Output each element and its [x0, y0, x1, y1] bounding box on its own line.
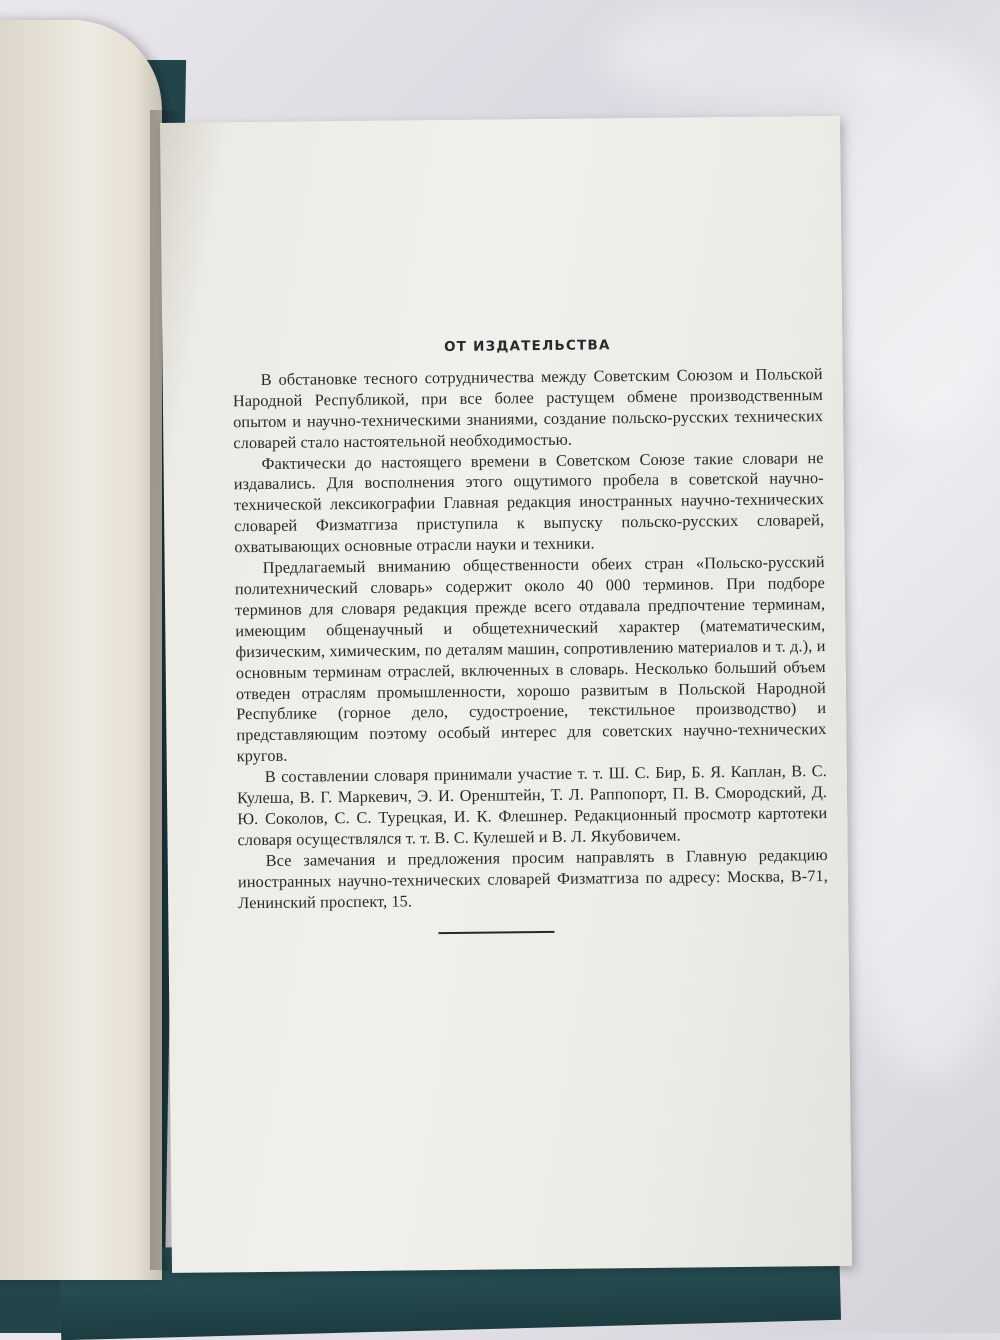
paragraph: Все замечания и предложения просим направлять в Главную редакцию иностранных научно-технических словарей Физматгиза по адресу: Москва, В-71, Ленинский проспект, 15. — [237, 844, 829, 912]
left-page-mark — [0, 986, 4, 1008]
paragraph: Фактически до настоящего времени в Советском Союзе такие словари не издавались. Для восполнения этого ощутимого пробела в советской научно-технической лексикографии Главная редакция иностранных научно-технических словарей Физматгиза приступила к выпуску польско-русских словарей, охватывающих основные отрасли науки и техники. — [233, 447, 825, 557]
section-end-rule — [438, 931, 554, 934]
left-page-mark — [0, 964, 4, 986]
left-page-marks — [0, 920, 4, 1008]
paragraph: Предлагаемый вниманию общественности обеих стран «Польско-русский политехнический словарь» содержит около 40 000 терминов. При подборе терминов для словаря редакция прежде всего отдавала предпочтение терминам, имеющим общенаучный и общетехнический характер (математическим, физическим, химическим, по деталям машин, сопротивлению материалов и т. д.), и основным терминам отраслей, включенных в словарь. Несколько больший объем отведен отраслям промышленности, хорошо развитым в Польской Народной Республике (горное дело, судостроение, текстильное производство) и представляющим поэтому особый интерес для советских научно-технических кругов. — [234, 552, 827, 766]
background-cloth-highlight — [600, 0, 900, 110]
book-page — [160, 116, 852, 1273]
left-page-mark — [0, 942, 4, 964]
paragraph: В составлении словаря принимали участие т. т. Ш. С. Бир, Б. Я. Каплан, В. С. Кулеша, В. Г. Маркевич, Э. И. Оренштейн, Т. Л. Раппопорт, П. В. Смородский, Д. Ю. Соколов, С. С. Турецкая, И. К. Флешнер. Редакционный просмотр картотеки словаря осуществлялся т. т. В. С. Кулешей и В. Л. Якубовичем. — [236, 761, 828, 850]
left-page — [0, 20, 162, 1280]
background-cloth-highlight — [850, 700, 1000, 1080]
left-page-mark — [0, 920, 4, 942]
paragraph: В обстановке тесного сотрудничества между Советским Союзом и Польской Народной Республикой, при все более растущем обмене производственным опытом и научно-техническими знаниями, создание польско-русских технических словарей стало настоятельной необходимостью. — [232, 363, 824, 452]
page-text-block — [232, 333, 828, 914]
page-title: ОТ ИЗДАТЕЛЬСТВА — [443, 337, 611, 356]
background-cloth-highlight — [820, 40, 1000, 440]
